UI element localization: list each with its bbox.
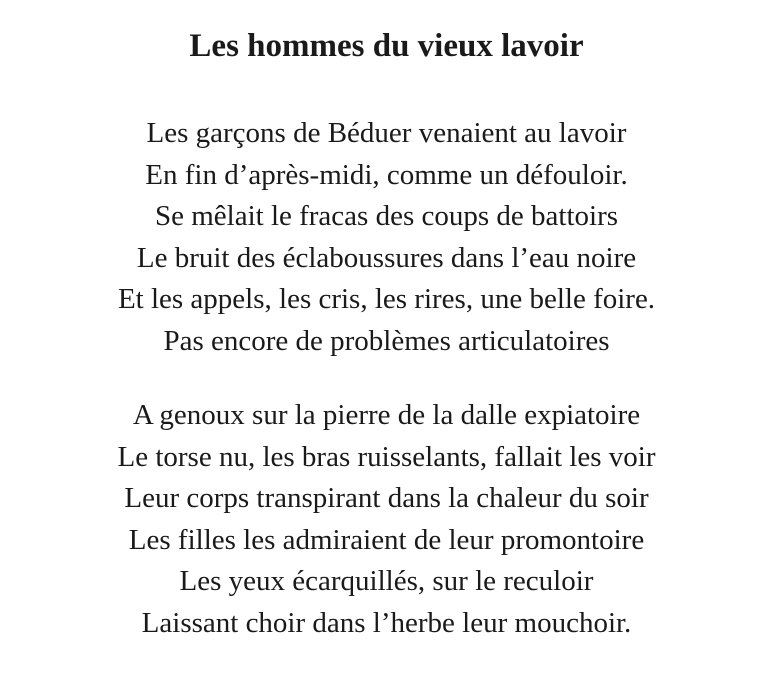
- stanza-1: [0, 113, 773, 362]
- poem-line: A genoux sur la pierre de la dalle expiatoire: [132, 399, 641, 431]
- poem-line: Laissant choir dans l’herbe leur mouchoir.: [141, 606, 632, 639]
- poem-line: Le torse nu, les bras ruisselants, fallait les voir: [117, 440, 656, 473]
- poem-line: Pas encore de problèmes articulatoires: [163, 324, 610, 357]
- poem-line: En fin d’après-midi, comme un défouloir.: [145, 158, 628, 191]
- stanza-2: [0, 395, 773, 644]
- poem-line: Les garçons de Béduer venaient au lavoir: [146, 117, 627, 149]
- poem-line: Leur corps transpirant dans la chaleur du soir: [124, 482, 649, 514]
- poem-line: Et les appels, les cris, les rires, une belle foire.: [117, 283, 656, 315]
- poem-line: Le bruit des éclaboussures dans l’eau noire: [136, 241, 637, 274]
- poem-line: Les filles les admiraient de leur promontoire: [128, 523, 645, 556]
- poem-line: Se mêlait le fracas des coups de battoirs: [154, 200, 619, 232]
- poem-title: Les hommes du vieux lavoir: [189, 28, 584, 64]
- poem-line: Les yeux écarquillés, sur le reculoir: [179, 565, 594, 597]
